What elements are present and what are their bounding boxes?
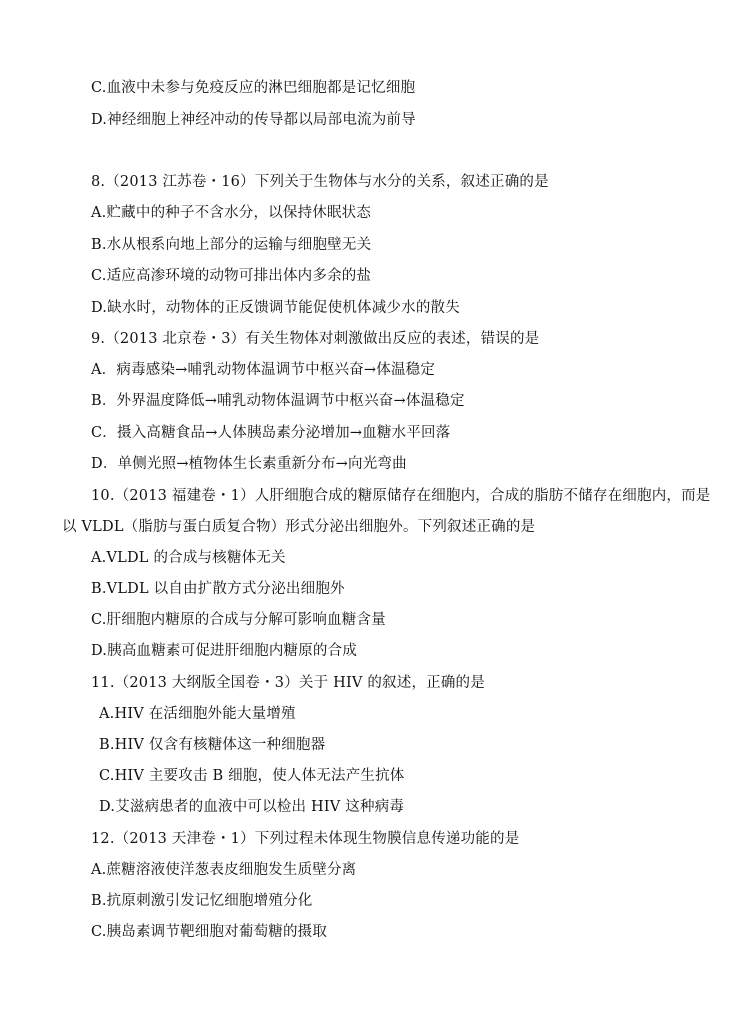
- q9-stem: 9.（2013 北京卷・3）有关生物体对刺激做出反应的表述，错误的是: [91, 331, 540, 347]
- q10-option-a: A.VLDL 的合成与核糖体无关: [91, 550, 286, 566]
- q12-option-b: B.抗原刺激引发记忆细胞增殖分化: [91, 893, 313, 909]
- q7-option-c: C.血液中未参与免疫反应的淋巴细胞都是记忆细胞: [91, 80, 416, 96]
- q7-option-d: D.神经细胞上神经冲动的传导都以局部电流为前导: [91, 112, 416, 128]
- q8-option-b: B.水从根系向地上部分的运输与细胞壁无关: [91, 237, 372, 253]
- q10-stem-line-1: 10.（2013 福建卷・1）人肝细胞合成的糖原储存在细胞内，合成的脂肪不储存在细胞内，而是: [91, 488, 711, 504]
- q12-option-c: C.胰岛素调节靶细胞对葡萄糖的摄取: [91, 924, 328, 940]
- q10-option-b: B.VLDL 以自由扩散方式分泌出细胞外: [91, 581, 345, 597]
- q11-option-d: D.艾滋病患者的血液中可以检出 HIV 这种病毒: [99, 799, 405, 815]
- q8-option-d: D.缺水时，动物体的正反馈调节能促使机体减少水的散失: [91, 300, 460, 316]
- q8-option-a: A.贮藏中的种子不含水分，以保持休眠状态: [91, 205, 372, 221]
- q9-option-a: A．病毒感染→哺乳动物体温调节中枢兴奋→体温稳定: [91, 362, 436, 378]
- q12-stem: 12.（2013 天津卷・1）下列过程未体现生物膜信息传递功能的是: [91, 831, 520, 847]
- q10-option-c: C.肝细胞内糖原的合成与分解可影响血糖含量: [91, 612, 386, 628]
- q11-option-b: B.HIV 仅含有核糖体这一种细胞器: [99, 737, 326, 753]
- q10-stem-line-2: 以 VLDL（脂肪与蛋白质复合物）形式分泌出细胞外。下列叙述正确的是: [62, 519, 536, 535]
- q12-option-a: A.蔗糖溶液使洋葱表皮细胞发生质壁分离: [91, 862, 357, 878]
- q9-option-b: B．外界温度降低→哺乳动物体温调节中枢兴奋→体温稳定: [91, 393, 465, 409]
- q9-option-d: D．单侧光照→植物体生长素重新分布→向光弯曲: [91, 456, 407, 472]
- q11-stem: 11.（2013 大纲版全国卷・3）关于 HIV 的叙述，正确的是: [91, 675, 485, 691]
- q11-option-a: A.HIV 在活细胞外能大量增殖: [99, 706, 296, 722]
- q10-option-d: D.胰高血糖素可促进肝细胞内糖原的合成: [91, 643, 358, 659]
- q9-option-c: C．摄入高糖食品→人体胰岛素分泌增加→血糖水平回落: [91, 425, 451, 441]
- q8-option-c: C.适应高渗环境的动物可排出体内多余的盐: [91, 268, 372, 284]
- q8-stem: 8.（2013 江苏卷・16）下列关于生物体与水分的关系，叙述正确的是: [91, 174, 549, 190]
- q11-option-c: C.HIV 主要攻击 B 细胞，使人体无法产生抗体: [99, 768, 405, 784]
